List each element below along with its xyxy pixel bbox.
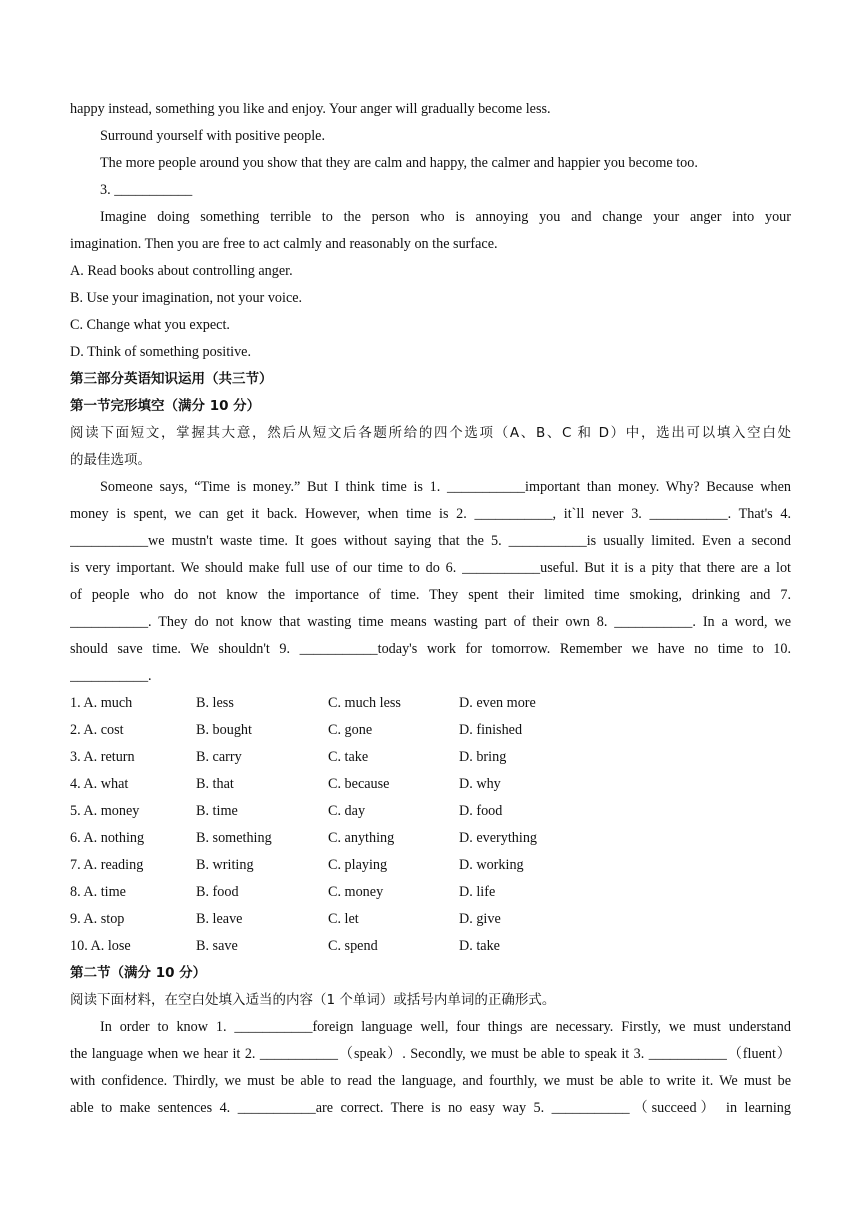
option-d: D. Think of something positive. [70, 344, 252, 360]
option-b: B. writing [196, 857, 254, 873]
option-d: D. give [459, 911, 501, 927]
instruction-line: 阅读下面材料，在空白处填入适当的内容（1 个单词）或括号内单词的正确形式。 [70, 992, 556, 1008]
option-d: D. bring [459, 749, 507, 765]
section-heading: 第一节完形填空（满分 10 分） [70, 398, 261, 414]
question-row [70, 906, 791, 933]
passage-line: In order to know 1. ___________foreign language well, four things are necessary. Firstly, we must understand [100, 1019, 791, 1035]
option-b: B. carry [196, 749, 242, 765]
option-d: D. even more [459, 695, 536, 711]
question-row [70, 879, 791, 906]
cloze-line: money is spent, we can get it back. However, when time is 2. ___________, it`ll never 3. ___________. That's 4. [70, 506, 791, 522]
option-b: B. save [196, 938, 238, 954]
option-b: B. that [196, 776, 234, 792]
option-c: C. take [328, 749, 369, 765]
option-a: 9. A. stop [70, 911, 125, 927]
option-d: D. take [459, 938, 500, 954]
option-c: C. anything [328, 830, 395, 846]
question-row [70, 933, 791, 960]
option-b: B. leave [196, 911, 243, 927]
option-c: C. much less [328, 695, 401, 711]
option-a: 7. A. reading [70, 857, 144, 873]
option-b: B. food [196, 884, 239, 900]
option-d: D. why [459, 776, 501, 792]
text-line: Surround yourself with positive people. [100, 128, 325, 144]
cloze-line: ___________we mustn't waste time. It goes without saying that the 5. ___________is usually limited. Even a second [70, 533, 791, 549]
option-c: C. money [328, 884, 384, 900]
option-c: C. playing [328, 857, 388, 873]
option-b: B. time [196, 803, 238, 819]
text-line: happy instead, something you like and enjoy. Your anger will gradually become less. [70, 101, 551, 117]
option-b: B. less [196, 695, 234, 711]
passage-line: with confidence. Thirdly, we must be able to read the language, and fourthly, we must be able to write it. We must be [70, 1073, 791, 1089]
cloze-line: of people who do not know the importance of time. They spent their limited time smoking, drinking and 7. [70, 587, 791, 603]
option-d: D. life [459, 884, 496, 900]
cloze-line: Someone says, “Time is money.” But I think time is 1. ___________important than money. Why? Because when [100, 479, 791, 495]
section-heading: 第二节（满分 10 分） [70, 965, 207, 981]
option-a: 2. A. cost [70, 722, 124, 738]
passage-line: the language when we hear it 2. ___________（speak）. Secondly, we must be able to speak it 3. ___________（fluent） [70, 1046, 791, 1062]
question-row [70, 771, 791, 798]
option-d: D. working [459, 857, 524, 873]
cloze-line: is very important. We should make full use of our time to do 6. ___________useful. But it is a pity that there are a lot [70, 560, 791, 576]
question-row [70, 825, 791, 852]
option-c: C. let [328, 911, 359, 927]
question-options-list [70, 690, 791, 960]
instruction-line: 阅读下面短文，掌握其大意，然后从短文后各题所给的四个选项（A、B、C 和 D）中，选出可以填入空白处 [70, 425, 791, 441]
option-a: 8. A. time [70, 884, 126, 900]
cloze-line: ___________. They do not know that wasting time means wasting part of their own 8. ___________. In a word, we [70, 614, 791, 630]
option-a: 1. A. much [70, 695, 133, 711]
question-row [70, 690, 791, 717]
question-row [70, 852, 791, 879]
option-a: 3. A. return [70, 749, 135, 765]
section-heading: 第三部分英语知识运用（共三节） [70, 371, 273, 387]
option-a: A. Read books about controlling anger. [70, 263, 293, 279]
option-d: D. everything [459, 830, 538, 846]
option-c: C. day [328, 803, 366, 819]
question-row [70, 744, 791, 771]
option-c: C. spend [328, 938, 378, 954]
text-line: The more people around you show that they are calm and happy, the calmer and happier you become too. [100, 155, 698, 171]
text-line: imagination. Then you are free to act calmly and reasonably on the surface. [70, 236, 498, 252]
option-d: D. finished [459, 722, 523, 738]
document-content [70, 96, 791, 1122]
option-d: D. food [459, 803, 503, 819]
option-a: 6. A. nothing [70, 830, 145, 846]
cloze-line: should save time. We shouldn't 9. ___________today's work for tomorrow. Remember we have no time to 10. [70, 641, 791, 657]
question-row [70, 798, 791, 825]
passage-line: able to make sentences 4. ___________are correct. There is no easy way 5. ___________（succeed） in learning [70, 1100, 791, 1116]
text-line: Imagine doing something terrible to the person who is annoying you and change your anger into your [100, 209, 791, 225]
option-a: 10. A. lose [70, 938, 131, 954]
question-row [70, 717, 791, 744]
option-c: C. Change what you expect. [70, 317, 230, 333]
option-c: C. because [328, 776, 390, 792]
cloze-line: ___________. [70, 668, 152, 684]
option-a: 5. A. money [70, 803, 140, 819]
option-b: B. Use your imagination, not your voice. [70, 290, 303, 306]
option-a: 4. A. what [70, 776, 129, 792]
option-c: C. gone [328, 722, 373, 738]
option-b: B. something [196, 830, 272, 846]
blank-number: 3. ___________ [100, 182, 193, 198]
option-b: B. bought [196, 722, 252, 738]
instruction-line: 的最佳选项。 [70, 452, 151, 468]
